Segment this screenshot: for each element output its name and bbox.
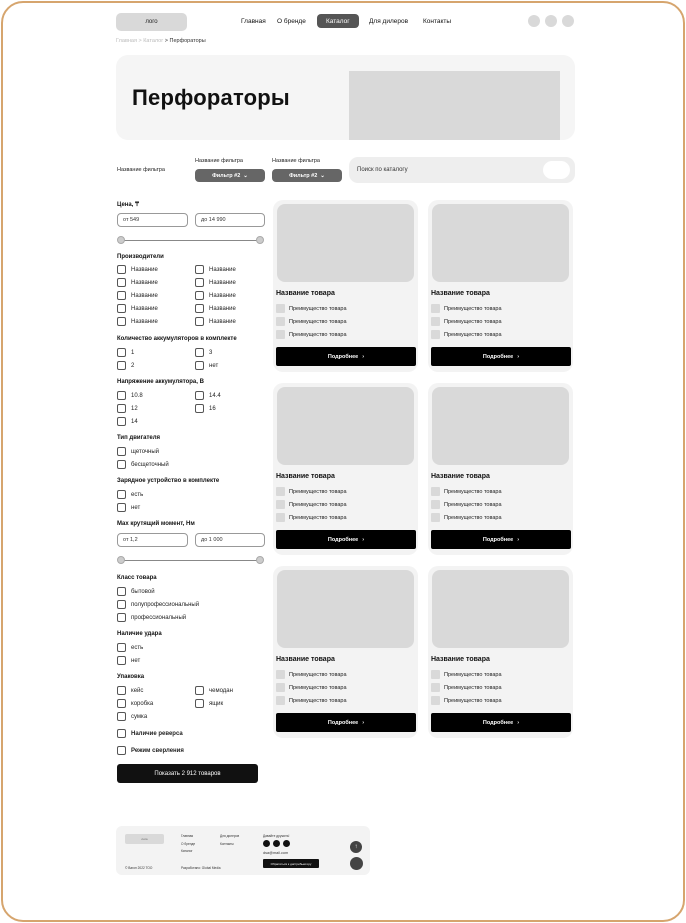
- product-image[interactable]: [277, 204, 414, 282]
- developer-credit[interactable]: Разработано: Global Media: [181, 866, 221, 870]
- price-slider-max[interactable]: [256, 236, 264, 244]
- cart-icon[interactable]: [562, 15, 574, 27]
- product-advantage: Преимущество товара: [276, 696, 347, 705]
- product-title[interactable]: Название товара: [276, 473, 335, 480]
- checkbox-manufacturer[interactable]: Название: [117, 291, 158, 300]
- batteries-title: Количество аккумуляторов в комплекте: [117, 336, 237, 342]
- product-advantage: Преимущество товара: [276, 304, 347, 313]
- checkbox-voltage[interactable]: 12: [117, 404, 138, 413]
- chevron-right-icon: ›: [362, 353, 365, 360]
- checkbox-voltage[interactable]: 14: [117, 417, 138, 426]
- filter-3-dropdown[interactable]: Фильтр #2 ⌄: [272, 169, 342, 182]
- product-advantage: Преимущество товара: [431, 513, 502, 522]
- footer-link[interactable]: Каталог: [181, 849, 193, 853]
- product-advantage: Преимущество товара: [276, 683, 347, 692]
- chevron-right-icon: ›: [517, 353, 520, 360]
- checkbox-drill-mode[interactable]: Режим сверления: [117, 746, 184, 755]
- product-advantage: Преимущество товара: [431, 487, 502, 496]
- check-icon: [431, 683, 440, 692]
- check-icon: [431, 670, 440, 679]
- show-results-button[interactable]: Показать 2 912 товаров: [117, 764, 258, 783]
- torque-slider-track: [121, 560, 261, 561]
- price-slider-min[interactable]: [117, 236, 125, 244]
- checkbox-package[interactable]: ящик: [195, 699, 223, 708]
- product-image[interactable]: [432, 387, 569, 465]
- check-icon: [276, 696, 285, 705]
- check-icon: [431, 330, 440, 339]
- charger-title: Зарядное устройство в комплекте: [117, 478, 220, 484]
- product-advantage: Преимущество товара: [431, 670, 502, 679]
- check-icon: [276, 513, 285, 522]
- check-icon: [431, 487, 440, 496]
- impact-title: Наличие удара: [117, 631, 162, 637]
- footer-link[interactable]: О бренде: [181, 842, 196, 846]
- checkbox-voltage[interactable]: 14.4: [195, 391, 221, 400]
- product-image[interactable]: [277, 570, 414, 648]
- dealer-button[interactable]: Обратиться к дистрибьютору: [263, 859, 319, 868]
- product-advantage: Преимущество товара: [276, 330, 347, 339]
- footer-link[interactable]: Для дилеров: [220, 834, 240, 838]
- check-icon: [431, 696, 440, 705]
- checkbox-manufacturer[interactable]: Название: [195, 291, 236, 300]
- checkbox-batteries[interactable]: 3: [195, 348, 212, 357]
- search-button[interactable]: [543, 161, 570, 179]
- manufacturers-title: Производители: [117, 254, 164, 260]
- user-icon[interactable]: [545, 15, 557, 27]
- chevron-right-icon: ›: [517, 719, 520, 726]
- check-icon: [431, 513, 440, 522]
- check-icon: [276, 487, 285, 496]
- checkbox-charger[interactable]: нет: [117, 503, 140, 512]
- footer-email[interactable]: dsa@mail.com: [263, 851, 289, 855]
- product-title[interactable]: Название товара: [431, 473, 490, 480]
- product-advantage: Преимущество товара: [431, 696, 502, 705]
- details-button[interactable]: Подробнее ›: [431, 530, 571, 549]
- chevron-right-icon: ›: [362, 719, 365, 726]
- product-advantage: Преимущество товара: [276, 670, 347, 679]
- checkbox-voltage[interactable]: 16: [195, 404, 216, 413]
- product-title[interactable]: Название товара: [276, 290, 335, 297]
- hero-image: [349, 71, 560, 140]
- checkbox-manufacturer[interactable]: Название: [117, 278, 158, 287]
- nav-contacts[interactable]: Контакты: [423, 18, 452, 25]
- check-icon: [276, 330, 285, 339]
- page-title: Перфораторы: [132, 85, 290, 110]
- price-to-input[interactable]: до 14 990: [195, 213, 265, 227]
- page-frame: [1, 1, 685, 922]
- footer-logo[interactable]: лого: [125, 834, 164, 844]
- breadcrumb-catalog[interactable]: Каталог: [143, 38, 164, 44]
- product-image[interactable]: [432, 570, 569, 648]
- price-slider-track: [121, 240, 261, 241]
- breadcrumb-home[interactable]: Главная: [116, 38, 137, 44]
- chevron-right-icon: ›: [362, 536, 365, 543]
- product-title[interactable]: Название товара: [431, 290, 490, 297]
- checkbox-package[interactable]: кейс: [117, 686, 143, 695]
- filter-2-dropdown[interactable]: Фильтр #2 ⌄: [195, 169, 265, 182]
- price-from-input[interactable]: от 549: [117, 213, 188, 227]
- product-title[interactable]: Название товара: [276, 656, 335, 663]
- engine-title: Тип двигателя: [117, 435, 161, 441]
- product-image[interactable]: [277, 387, 414, 465]
- voltage-title: Напряжение аккумулятора, В: [117, 379, 204, 385]
- checkbox-engine[interactable]: щеточный: [117, 447, 159, 456]
- checkbox-reverse[interactable]: Наличие реверса: [117, 729, 183, 738]
- product-card: [273, 200, 418, 372]
- checkbox-batteries[interactable]: 2: [117, 361, 134, 370]
- filter-2-label: Название фильтра: [195, 158, 243, 164]
- details-button[interactable]: Подробнее ›: [276, 347, 416, 366]
- social-icon[interactable]: [283, 840, 290, 847]
- checkbox-charger[interactable]: есть: [117, 490, 143, 499]
- check-icon: [276, 304, 285, 313]
- product-advantage: Преимущество товара: [431, 683, 502, 692]
- checkbox-manufacturer[interactable]: Название: [117, 304, 158, 313]
- nav-brand[interactable]: О бренде: [277, 18, 306, 25]
- details-button[interactable]: Подробнее ›: [431, 347, 571, 366]
- product-advantage: Преимущество товара: [276, 487, 347, 496]
- product-advantage: Преимущество товара: [431, 304, 502, 313]
- torque-title: Max крутящий момент, Нм: [117, 521, 195, 527]
- product-card: [273, 566, 418, 738]
- chevron-right-icon: ›: [517, 536, 520, 543]
- scroll-top-icon[interactable]: ↑: [350, 841, 362, 853]
- product-advantage: Преимущество товара: [276, 500, 347, 509]
- details-button[interactable]: Подробнее ›: [276, 713, 416, 732]
- filter-1[interactable]: Название фильтра: [117, 167, 165, 173]
- checkbox-class[interactable]: бытовой: [117, 587, 155, 596]
- checkbox-package[interactable]: чемодан: [195, 686, 233, 695]
- chevron-down-icon: ⌄: [320, 172, 325, 179]
- product-card: [428, 383, 573, 555]
- copyright: © Вагон 2022 ТОО: [125, 866, 153, 870]
- footer-social-title: Давайте дружить!: [263, 834, 290, 838]
- product-advantage: Преимущество товара: [431, 500, 502, 509]
- hero-banner: [116, 55, 575, 140]
- torque-slider-min[interactable]: [117, 556, 125, 564]
- product-advantage: Преимущество товара: [431, 317, 502, 326]
- checkbox-package[interactable]: коробка: [117, 699, 153, 708]
- product-advantage: Преимущество товара: [431, 330, 502, 339]
- footer-link[interactable]: Главная: [181, 834, 194, 838]
- checkbox-class[interactable]: полупрофессиональный: [117, 600, 199, 609]
- product-image[interactable]: [432, 204, 569, 282]
- check-icon: [431, 304, 440, 313]
- check-icon: [276, 670, 285, 679]
- price-title: Цена, ₸: [117, 202, 139, 208]
- social-icon[interactable]: [263, 840, 270, 847]
- torque-to-input[interactable]: до 1 000: [195, 533, 265, 547]
- checkbox-impact[interactable]: есть: [117, 643, 143, 652]
- checkbox-package[interactable]: сумка: [117, 712, 147, 721]
- footer: [116, 826, 370, 875]
- breadcrumb-current: Перфораторы: [169, 38, 206, 44]
- check-icon: [431, 317, 440, 326]
- class-title: Класс товара: [117, 575, 157, 581]
- chevron-down-icon: ⌄: [243, 172, 248, 179]
- chat-icon[interactable]: [350, 857, 363, 870]
- product-card: [273, 383, 418, 555]
- footer-link[interactable]: Контакты: [220, 842, 234, 846]
- product-advantage: Преимущество товара: [276, 513, 347, 522]
- search-icon[interactable]: [528, 15, 540, 27]
- checkbox-class[interactable]: профессиональный: [117, 613, 186, 622]
- nav-dealers[interactable]: Для дилеров: [369, 18, 409, 25]
- nav-home[interactable]: Главная: [241, 18, 266, 25]
- checkbox-manufacturer[interactable]: Название: [195, 265, 236, 274]
- nav-catalog[interactable]: Каталог: [317, 14, 359, 28]
- product-card: [428, 566, 573, 738]
- check-icon: [276, 683, 285, 692]
- product-title[interactable]: Название товара: [431, 656, 490, 663]
- filter-3-label: Название фильтра: [272, 158, 320, 164]
- breadcrumb: Главная > Каталог > Перфораторы: [116, 38, 206, 44]
- product-advantage: Преимущество товара: [276, 317, 347, 326]
- details-button[interactable]: Подробнее ›: [431, 713, 571, 732]
- social-icon[interactable]: [273, 840, 280, 847]
- checkbox-batteries[interactable]: нет: [195, 361, 218, 370]
- product-card: [428, 200, 573, 372]
- checkbox-voltage[interactable]: 10.8: [117, 391, 143, 400]
- checkbox-manufacturer[interactable]: Название: [117, 265, 158, 274]
- check-icon: [276, 317, 285, 326]
- search-input[interactable]: Поиск по каталогу: [349, 157, 575, 183]
- package-title: Упаковка: [117, 674, 145, 680]
- torque-slider-max[interactable]: [256, 556, 264, 564]
- logo[interactable]: лого: [116, 13, 187, 31]
- checkbox-impact[interactable]: нет: [117, 656, 140, 665]
- checkbox-batteries[interactable]: 1: [117, 348, 134, 357]
- check-icon: [276, 500, 285, 509]
- torque-from-input[interactable]: от 1,2: [117, 533, 188, 547]
- check-icon: [431, 500, 440, 509]
- checkbox-manufacturer[interactable]: Название: [195, 317, 236, 326]
- checkbox-manufacturer[interactable]: Название: [117, 317, 158, 326]
- checkbox-manufacturer[interactable]: Название: [195, 304, 236, 313]
- details-button[interactable]: Подробнее ›: [276, 530, 416, 549]
- checkbox-manufacturer[interactable]: Название: [195, 278, 236, 287]
- checkbox-engine[interactable]: бесщеточный: [117, 460, 169, 469]
